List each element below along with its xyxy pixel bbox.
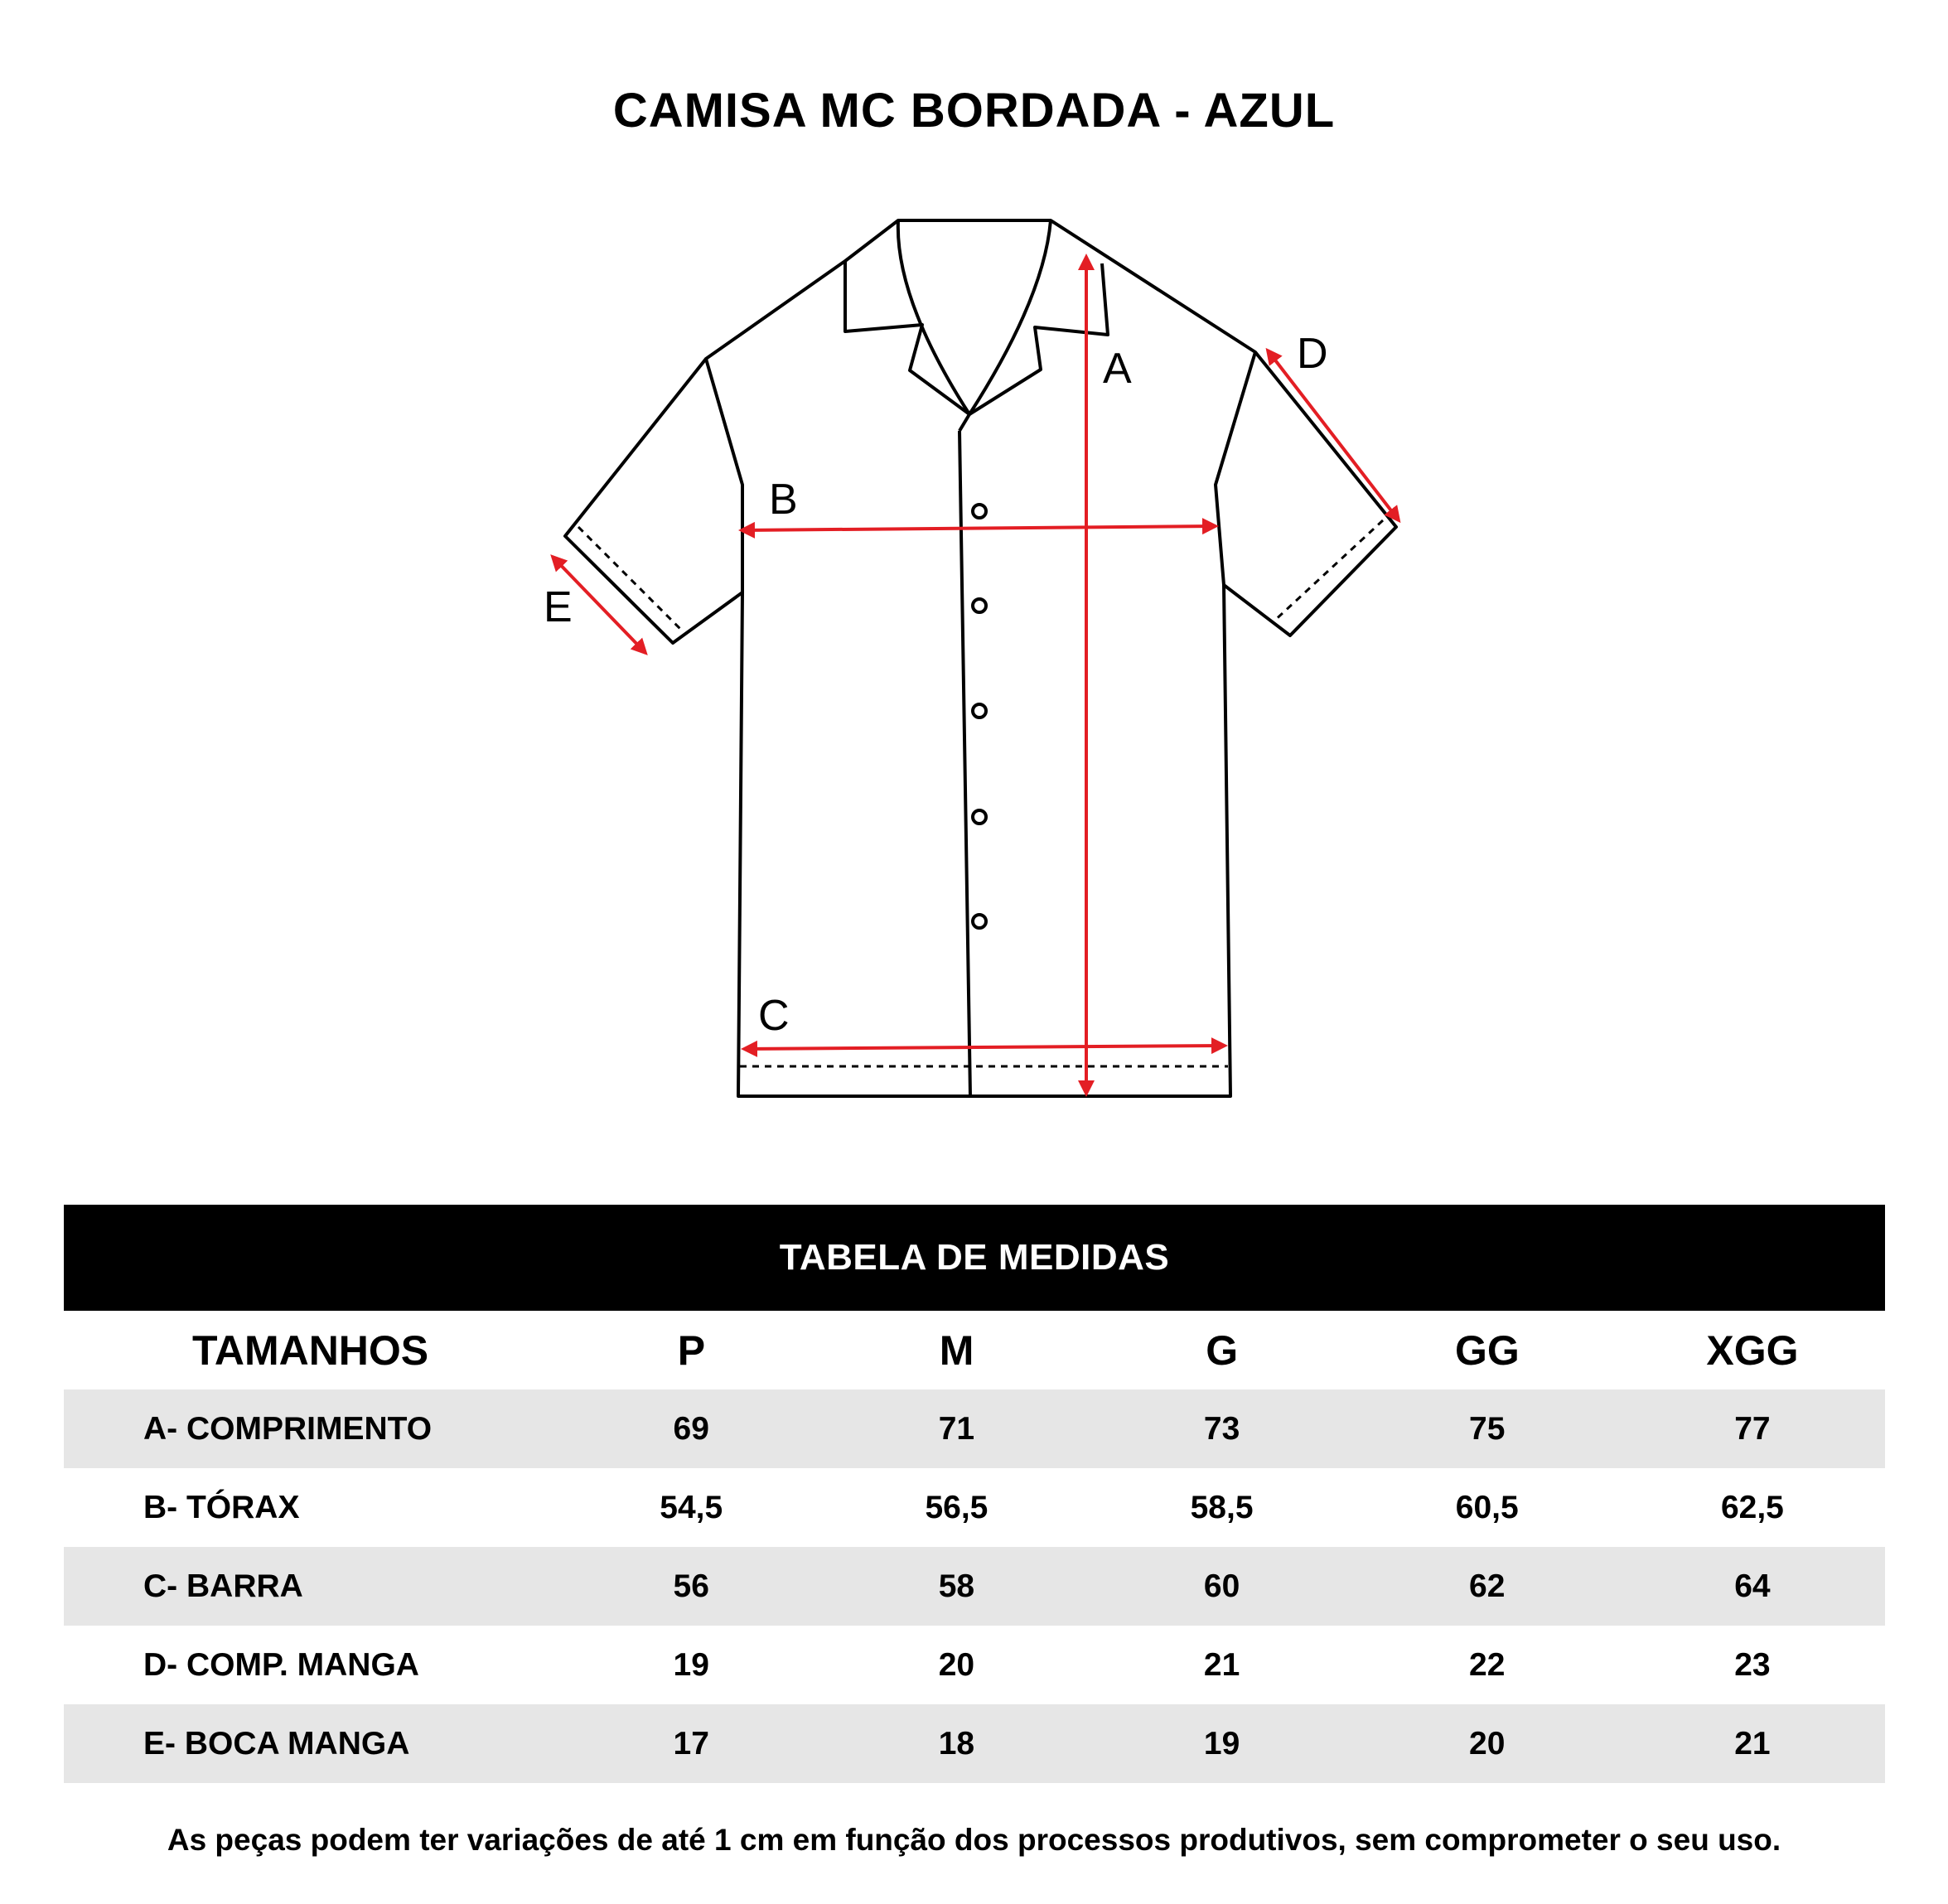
armhole-right (1216, 352, 1255, 585)
size-header: GG (1454, 1327, 1520, 1374)
table-cell: 20 (1469, 1725, 1506, 1761)
button (973, 810, 986, 824)
table-row (64, 1468, 1885, 1547)
arrow-c (744, 1046, 1225, 1049)
row-label: E- BOCA MANGA (143, 1725, 410, 1761)
button (973, 915, 986, 928)
table-cell: 73 (1203, 1410, 1240, 1447)
table-cell: 75 (1469, 1410, 1506, 1447)
size-header-row (64, 1311, 1885, 1389)
sleeve-hem-right (1272, 520, 1383, 623)
arrow-d (1268, 350, 1399, 520)
size-header: XGG (1706, 1327, 1799, 1374)
sleeve-hem-left (578, 527, 681, 630)
table-cell: 60 (1203, 1568, 1240, 1604)
armhole-left (706, 359, 742, 592)
table-cell: 18 (938, 1725, 975, 1761)
table-row (64, 1389, 1885, 1468)
table-cell: 60,5 (1455, 1489, 1519, 1525)
row-label: D- COMP. MANGA (143, 1646, 419, 1683)
button (973, 704, 986, 718)
table-cell: 58,5 (1190, 1489, 1254, 1525)
table-row (64, 1626, 1885, 1704)
table-cell: 69 (673, 1410, 709, 1447)
buttons (973, 505, 986, 928)
table-cell: 56 (673, 1568, 709, 1604)
table-cell: 23 (1734, 1646, 1771, 1683)
label-d: D (1297, 330, 1328, 378)
size-header: M (939, 1327, 974, 1374)
table-cell: 71 (938, 1410, 975, 1447)
button (973, 599, 986, 612)
table-cell: 64 (1734, 1568, 1771, 1604)
size-header: P (677, 1327, 706, 1374)
measurement-arrows (553, 257, 1399, 1094)
label-e: E (544, 583, 573, 631)
table-cell: 56,5 (925, 1489, 989, 1525)
table-row (64, 1547, 1885, 1626)
arrow-b (742, 526, 1216, 530)
table-cell: 22 (1469, 1646, 1506, 1683)
table-cell: 54,5 (660, 1489, 723, 1525)
placket (959, 414, 970, 1096)
row-label: C- BARRA (143, 1568, 303, 1604)
neck-inner (898, 220, 1051, 414)
table-cell: 21 (1734, 1725, 1771, 1761)
table-row (64, 1704, 1885, 1783)
label-a: A (1103, 345, 1132, 393)
size-table (64, 1205, 1885, 1783)
table-cell: 19 (673, 1646, 709, 1683)
shirt-outline (565, 220, 1396, 1096)
table-cell: 62 (1469, 1568, 1506, 1604)
table-cell: 21 (1203, 1646, 1240, 1683)
size-header: G (1206, 1327, 1239, 1374)
table-cell: 62,5 (1720, 1489, 1784, 1525)
label-c: C (758, 992, 790, 1040)
shirt-body (565, 220, 1396, 1096)
row-label: A- COMPRIMENTO (143, 1410, 433, 1447)
table-cell: 17 (673, 1725, 709, 1761)
sizes-label: TAMANHOS (192, 1327, 429, 1374)
table-header: TABELA DE MEDIDAS (64, 1205, 1885, 1311)
table-cell: 19 (1203, 1725, 1240, 1761)
table-cell: 58 (938, 1568, 975, 1604)
table-cell: 20 (938, 1646, 975, 1683)
row-label: B- TÓRAX (143, 1489, 300, 1525)
page-title: CAMISA MC BORDADA - AZUL (612, 84, 1336, 138)
table-cell: 77 (1734, 1410, 1771, 1447)
label-b: B (769, 476, 798, 524)
footnote: As peças podem ter variações de até 1 cm em função dos processos produtivos, sem comprometer o seu uso. (167, 1823, 1781, 1857)
button (973, 505, 986, 518)
